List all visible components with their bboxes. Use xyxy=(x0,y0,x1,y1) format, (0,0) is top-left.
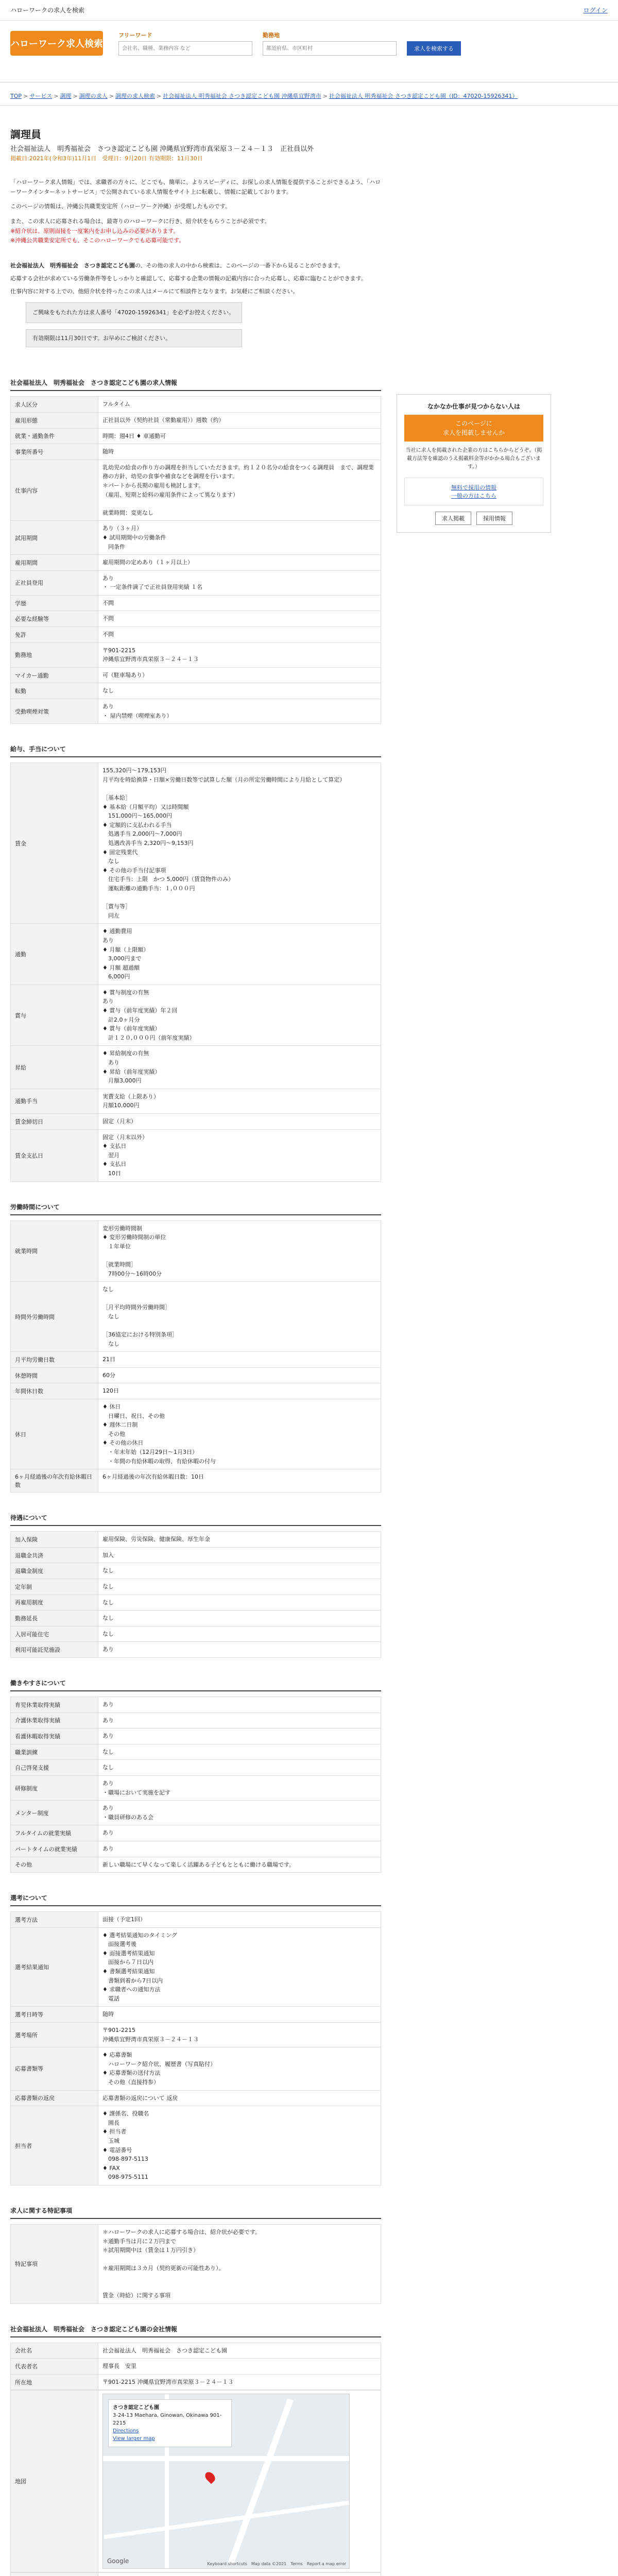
login-link[interactable]: ログイン xyxy=(583,7,608,14)
row-value: あり（３ヶ月） ♦ 試用期間中の労働条件 同条件 xyxy=(98,521,381,555)
row-key: 選考日時等 xyxy=(11,2007,98,2023)
row-key: 入居可能住宅 xyxy=(11,1626,98,1642)
job-title: 調理員 xyxy=(10,128,41,141)
row-value: 雇用保険、労災保険、健康保険、厚生年金 xyxy=(98,1532,381,1548)
table-row xyxy=(11,2374,381,2390)
company-table xyxy=(10,2343,381,2391)
row-key: 就業時間 xyxy=(11,1221,98,1282)
row-value: ♦ 賞与制度の有無 あり ♦ 賞与（前年度実績）年２回 計2.0ヶ月分 ♦ 賞与（前年度実績） 計１２０,０００円（前年度実績） xyxy=(98,985,381,1046)
row-key: 選考方法 xyxy=(11,1912,98,1928)
breadcrumb-item[interactable]: 社会福祉法人 明秀福祉会 さつき認定こども園 沖縄県宜野湾市 xyxy=(163,93,321,99)
row-key: 学歴 xyxy=(11,595,98,611)
breadcrumb-separator: > xyxy=(156,93,162,99)
row-key: 育児休業取得実績 xyxy=(11,1697,98,1713)
row-value: あり xyxy=(98,1728,381,1744)
site-logo[interactable]: ハローワーク求人検索 xyxy=(10,31,103,56)
row-key: 自己啓発支援 xyxy=(11,1760,98,1776)
table-row xyxy=(11,1282,381,1352)
area-label: 勤務地 xyxy=(263,32,280,39)
table-row xyxy=(11,2224,381,2303)
map-label: 地図 xyxy=(11,2391,98,2572)
row-key: 介護休業取得実績 xyxy=(11,1713,98,1728)
table-row xyxy=(11,1352,381,1368)
table-row xyxy=(11,1563,381,1579)
row-key: メンター制度 xyxy=(11,1801,98,1825)
row-key: 職業訓練 xyxy=(11,1744,98,1760)
table-row xyxy=(11,1611,381,1626)
row-key: 選考結果通知 xyxy=(11,1927,98,2007)
row-value: なし xyxy=(98,1626,381,1642)
row-value: 随時 xyxy=(98,444,381,460)
table-row xyxy=(11,397,381,413)
breadcrumb-separator: > xyxy=(23,93,28,99)
row-value: なし xyxy=(98,1595,381,1611)
table-row xyxy=(11,1927,381,2007)
sidebar xyxy=(397,394,551,2576)
row-key: その他 xyxy=(11,1857,98,1873)
table-row xyxy=(11,1841,381,1857)
row-value: ＊ハローワークの求人に応募する場合は、紹介状が必要です。 ＊通勤手当は月に２万円まで ＊試用期間中は（賃金は１万円引き） ＊雇用期間は３カ月（契約更新の可能性あり）。 賃金（時給）に関する事項 xyxy=(98,2224,381,2303)
breadcrumb-item[interactable]: 調理の求人 xyxy=(79,93,108,99)
table-row xyxy=(11,444,381,460)
row-value: なし xyxy=(98,1611,381,1626)
section-salary: 給与、手当について xyxy=(10,744,381,757)
table-row xyxy=(11,1912,381,1928)
row-value: ♦ 休日 日曜日、祝日、その他 ♦ 週休二日制 その他 ♦ その他の休日 ・年末年始（12月29日〜1月3日） ・年間の有給休暇の取得、有給休暇の付与 xyxy=(98,1399,381,1469)
row-value: なし xyxy=(98,1744,381,1760)
table-row xyxy=(11,2023,381,2047)
table-row xyxy=(11,699,381,724)
expiry-box: 有効期限は11月30日です。お早めにご検討ください。 xyxy=(26,329,242,348)
notice-p2: 応募する会社が求めている労働条件等をしっかりと確認して、応募する企業の情報の記載内容に合った応募し、応募に臨むことができます。 xyxy=(10,275,367,282)
row-value: ♦ 通勤費用 あり ♦ 月額（上限額） 3,000円まで ♦ 月額 超過額 6,000円 xyxy=(98,924,381,985)
row-key: 加入保険 xyxy=(11,1532,98,1548)
row-key: 雇用期間 xyxy=(11,555,98,571)
row-key: 賃金締切日 xyxy=(11,1114,98,1130)
row-value: あり xyxy=(98,1825,381,1841)
map-place-name: さつき認定こども園 xyxy=(113,2405,159,2411)
notice-p1: の、その他の求人の中から検索は、このページの一番下から見ることができます。 xyxy=(135,262,344,269)
table-row xyxy=(11,460,381,521)
row-key: 勤務地 xyxy=(11,642,98,667)
row-key: 正社員登用 xyxy=(11,570,98,595)
row-value: 〒901-2215 沖縄県宜野湾市真栄原３－２４－１３ xyxy=(98,2374,381,2390)
table-row xyxy=(11,1825,381,1841)
section-apply: 選考について xyxy=(10,1893,381,1906)
row-key: 退職金制度 xyxy=(11,1563,98,1579)
intro-p2: このページの情報は、沖縄公共職業安定所（ハローワーク沖縄）が受理したものです。 xyxy=(10,203,231,210)
table-row xyxy=(11,2090,381,2106)
table-row xyxy=(11,1046,381,1089)
breadcrumb-item[interactable]: 調理 xyxy=(60,93,72,99)
area-input[interactable] xyxy=(263,41,397,56)
breadcrumb-separator: > xyxy=(322,93,328,99)
table-row xyxy=(11,1383,381,1399)
table-row xyxy=(11,1547,381,1563)
table-row xyxy=(11,521,381,555)
row-value xyxy=(98,2573,381,2576)
row-value: 理事長 安里 xyxy=(98,2359,381,2375)
row-value: 社会福祉法人 明秀福祉会 さつき認定こども園 xyxy=(98,2343,381,2359)
row-value: 120日 xyxy=(98,1383,381,1399)
breadcrumb-item[interactable]: TOP xyxy=(10,93,22,99)
sidebar-highlight: このページに 求人を掲載しませんか xyxy=(404,415,543,442)
table-row xyxy=(11,595,381,611)
row-key: 応募書類等 xyxy=(11,2047,98,2090)
row-value: あり ・職場において実施を記す xyxy=(98,1775,381,1800)
table-row xyxy=(11,1760,381,1776)
row-key: 年間休日数 xyxy=(11,1383,98,1399)
special-table xyxy=(10,2224,381,2304)
section-workplace: 働きやすさについて xyxy=(10,1679,381,1691)
row-value: あり xyxy=(98,1713,381,1728)
hours-table xyxy=(10,1221,381,1493)
row-key: 転勤 xyxy=(11,683,98,699)
table-row xyxy=(11,1579,381,1595)
row-key: 就業・通勤条件 xyxy=(11,428,98,444)
row-value: 固定（月末） xyxy=(98,1114,381,1130)
search-button[interactable]: 求人を検索する xyxy=(407,41,461,56)
breadcrumb-separator: > xyxy=(54,93,59,99)
top-bar xyxy=(0,0,618,21)
table-row xyxy=(11,642,381,667)
row-key: 会社名 xyxy=(11,2343,98,2359)
row-key: 必要な経験等 xyxy=(11,611,98,627)
row-value: 〒901-2215 沖縄県宜野湾市真栄原３－２４－１３ xyxy=(98,2023,381,2047)
keyword-label: フリーワード xyxy=(118,32,152,39)
row-value: 正社員以外（契約社員（常勤雇用））週数（約） xyxy=(98,412,381,428)
row-value: なし xyxy=(98,1563,381,1579)
table-row xyxy=(11,1399,381,1469)
section-job-info: 社会福祉法人 明秀福祉会 さつき認定こども園の求人情報 xyxy=(10,378,381,391)
job-info-table xyxy=(10,396,381,724)
row-key: マイカー通勤 xyxy=(11,667,98,683)
row-key: 所在地 xyxy=(11,2374,98,2390)
breadcrumb xyxy=(0,82,618,106)
row-key: 利用可能託児施設 xyxy=(11,1642,98,1658)
row-value: 新しい職場にて早くなって楽しく活躍ある子どもとともに働ける職場です。 xyxy=(98,1857,381,1873)
row-value: 加入 xyxy=(98,1547,381,1563)
map-footer: Keyboard shortcuts Map data ©2021 Terms Report a map error xyxy=(207,2561,346,2566)
row-value: なし xyxy=(98,683,381,699)
row-key: 代表者名 xyxy=(11,2359,98,2375)
job-number-box: ご興味をもたれた方は求人番号「47020-15926341」を必ずお控えください。 xyxy=(26,302,242,323)
table-row xyxy=(11,1642,381,1658)
row-key: 賞与 xyxy=(11,985,98,1046)
intro-p5: ※沖縄公共職業安定所でも、そこのハローワークでも応募可能です。 xyxy=(10,237,185,244)
row-value: 随時 xyxy=(98,2007,381,2023)
table-row xyxy=(11,611,381,627)
breadcrumb-item[interactable]: 社会福祉法人 明秀福祉会 さつき認定こども園（ID：47020-15926341） xyxy=(329,93,518,99)
row-key: 試用期間 xyxy=(11,521,98,555)
keyword-input[interactable] xyxy=(118,41,252,56)
row-value: 雇用期間の定めあり（１ヶ月以上） xyxy=(98,555,381,571)
table-row xyxy=(11,2343,381,2359)
sidebar-post-job-button[interactable]: 求人掲載 xyxy=(435,512,471,525)
workplace-table xyxy=(10,1697,381,1873)
row-value: 不問 xyxy=(98,595,381,611)
breadcrumb-item[interactable]: サービス xyxy=(29,93,53,99)
row-value: 実費支給（上限あり） 月額10,000円 xyxy=(98,1089,381,1113)
row-key: 看護休暇取得実績 xyxy=(11,1728,98,1744)
row-key: 休日 xyxy=(11,1399,98,1469)
breadcrumb-separator: > xyxy=(73,93,78,99)
row-key: 研修制度 xyxy=(11,1775,98,1800)
row-key: 6ヶ月経過後の年次有給休暇日数 xyxy=(11,1469,98,1493)
breadcrumb-separator: > xyxy=(109,93,114,99)
table-row xyxy=(11,667,381,683)
row-key: 退職金共済 xyxy=(11,1547,98,1563)
table-row xyxy=(11,985,381,1046)
sidebar-text: 当社に求人を掲載された企業の方はこちらからどうぞ。（掲載方法等を確認のうえ掲載料金等がかかる場合もございます。） xyxy=(405,448,542,470)
main-content xyxy=(10,106,381,2576)
table-row xyxy=(11,1221,381,1282)
row-key: 雇用形態 xyxy=(11,412,98,428)
row-value: あり xyxy=(98,1642,381,1658)
row-value: あり xyxy=(98,1697,381,1713)
google-logo: Google xyxy=(107,2557,129,2565)
row-key: 特記事項 xyxy=(11,2224,98,2303)
sidebar-ad-box xyxy=(397,394,551,533)
row-key: 仕事内容 xyxy=(11,460,98,521)
row-value: 21日 xyxy=(98,1352,381,1368)
row-value: ♦ 選考結果通知のタイミング 面接選考後 ♦ 面接選考結果通知 面接から７日以内 ♦ 書類選考結果通知 書類到着から7日以内 ♦ 求職者への通知方法 電話 xyxy=(98,1927,381,2007)
table-row xyxy=(11,1367,381,1383)
map-place-address: 3-24-13 Maehara, Ginowan, Okinawa 901-2215 xyxy=(113,2413,222,2427)
table-row xyxy=(11,1595,381,1611)
site-header xyxy=(0,21,618,82)
company-table-2 xyxy=(10,2572,381,2576)
map-table xyxy=(10,2390,381,2572)
row-key: 休憩時間 xyxy=(11,1367,98,1383)
table-row xyxy=(11,2047,381,2090)
table-row xyxy=(11,1713,381,1728)
intro-p3: また、この求人に応募される場合は、最寄りのハローワークに行き、紹介状をもらうことが必須です。 xyxy=(10,218,270,225)
sidebar-sub-link[interactable]: 無料で採用の情報 一般の方はこちら xyxy=(451,484,496,499)
row-key: 賃金支払日 xyxy=(11,1129,98,1181)
row-value: 応募書類の返戻について 返戻 xyxy=(98,2090,381,2106)
table-row xyxy=(11,1129,381,1181)
row-key: 勤務延長 xyxy=(11,1611,98,1626)
table-row xyxy=(11,555,381,571)
row-key: 免許 xyxy=(11,627,98,643)
row-key: 求人区分 xyxy=(11,397,98,413)
map-larger-link[interactable]: View larger map xyxy=(113,2436,155,2442)
row-value: 可（駐車場あり） xyxy=(98,667,381,683)
section-company: 社会福祉法人 明秀福祉会 さつき認定こども園の会社情報 xyxy=(10,2325,381,2337)
row-value: あり ・職員研修のある会 xyxy=(98,1801,381,1825)
breadcrumb-item[interactable]: 調理の求人検索 xyxy=(115,93,155,99)
row-value: なし ［月平均時間外労働時間］ なし ［36協定における特別条項］ なし xyxy=(98,1282,381,1352)
row-value: 時間：週4日 ♦ 車通勤可 xyxy=(98,428,381,444)
row-key: 応募書類の返戻 xyxy=(11,2090,98,2106)
row-key: 賃金 xyxy=(11,763,98,924)
table-row xyxy=(11,2007,381,2023)
benefits-table xyxy=(10,1531,381,1658)
notice-p3: 仕事内容に対する上での、他紹介状を持ったこの求人はメールにて相談件となります。お気軽にご相談ください。 xyxy=(10,287,299,295)
row-value: 面接（予定1回） xyxy=(98,1912,381,1928)
row-value: あり ・ 屋内禁煙（喫煙室あり） xyxy=(98,699,381,724)
row-key: フルタイムの就業実績 xyxy=(11,1825,98,1841)
table-row xyxy=(11,2391,381,2572)
row-value: 6ヶ月経過後の年次有給休暇日数：10日 xyxy=(98,1469,381,1493)
table-row xyxy=(11,2359,381,2375)
row-value: 60分 xyxy=(98,1367,381,1383)
salary-table xyxy=(10,762,381,1181)
table-row xyxy=(11,1089,381,1113)
table-row xyxy=(11,1857,381,1873)
row-key: 再雇用制度 xyxy=(11,1595,98,1611)
apply-table xyxy=(10,1911,381,2185)
row-value: ♦ 昇給制度の有無 あり ♦ 昇給（前年度実績） 月額3,000円 xyxy=(98,1046,381,1089)
table-row xyxy=(11,412,381,428)
section-hours: 労働時間について xyxy=(10,1202,381,1215)
table-row xyxy=(11,683,381,699)
row-key: 受動喫煙対策 xyxy=(11,699,98,724)
table-row xyxy=(11,2106,381,2185)
table-row xyxy=(11,1801,381,1825)
table-row xyxy=(11,763,381,924)
row-key: パートタイムの就業実績 xyxy=(11,1841,98,1857)
row-value: 〒901-2215 沖縄県宜野湾市真栄原３－２４－１３ xyxy=(98,642,381,667)
map-place-card xyxy=(108,2399,232,2447)
google-map[interactable] xyxy=(102,2394,350,2569)
table-row xyxy=(11,428,381,444)
row-value: ♦ 応募書類 ハローワーク紹介状、履歴書（写真貼付） ♦ 応募書類の送付方法 その他（直接持参） xyxy=(98,2047,381,2090)
job-meta: 掲載日:2021年(令和3年)11月1日 受理日：9月20日 有効期限：11月30日 xyxy=(10,155,203,162)
notice-title: 社会福祉法人 明秀福祉会 さつき認定こども園 xyxy=(10,262,135,269)
sidebar-recruit-button[interactable]: 採用情報 xyxy=(476,512,512,525)
row-value: フルタイム xyxy=(98,397,381,413)
table-row xyxy=(11,627,381,643)
top-bar-title: ハローワークの求人を検索 xyxy=(10,7,85,14)
table-row xyxy=(11,1697,381,1713)
row-value: 乳幼児の給食の作り方の調理を担当していただきます。約１２０名分の給食をつくる調理員 まで、調理業務の方針、幼児の食事や補食などを調理を行います。 ＊パートから長期の雇用も検討します。 （雇用、短期と給料の雇用条件によって異なります） 就業時間：変更なし xyxy=(98,460,381,521)
section-special: 求人に関する特記事項 xyxy=(10,2206,381,2219)
intro-p1: 「ハローワーク求人情報」では、求職者の方々に、どこでも、簡単に、よりスピーディに、お探しの求人情報を提供することができるよう、「ハローワークインターネットサービス」で公開されている求人情報をサイト上に転載し、情報に記載しております。 xyxy=(10,179,381,195)
row-key: 事業所番号 xyxy=(11,444,98,460)
table-row xyxy=(11,1114,381,1130)
sidebar-question: なかなか仕事が見つからない人は xyxy=(427,403,520,410)
map-directions-link[interactable]: Directions xyxy=(113,2428,139,2434)
row-key: 通勤 xyxy=(11,924,98,985)
row-key: 選考場所 xyxy=(11,2023,98,2047)
notice xyxy=(10,261,381,347)
row-value: あり xyxy=(98,1841,381,1857)
table-row xyxy=(11,570,381,595)
search-form xyxy=(118,31,461,56)
row-value: 不問 xyxy=(98,627,381,643)
intro-p4: ※紹介状は、原則面接を一度案内をお申し込みの必要があります。 xyxy=(10,227,179,234)
map-pin-icon xyxy=(203,2470,217,2484)
job-company-line: 社会福祉法人 明秀福祉会 さつき認定こども園 沖縄県宜野湾市真栄原３－２４－１３ 正社員以外 xyxy=(10,145,314,153)
row-value: あり ・ 一定条件満了で正社員登用実績 １名 xyxy=(98,570,381,595)
row-value: 変形労働時間制 ♦ 変形労働時間制の単位 １年単位 ［就業時間］ 7時00分〜16時00分 xyxy=(98,1221,381,1282)
table-row xyxy=(11,1728,381,1744)
row-value: 155,320円〜179,153円 月平均を時給換算・日額×労働日数等で試算した額（月の所定労働時間により月給として算定） ［基本給］ ♦ 基本給（月額平均）又は時間額 151,000円〜165,000円 ♦ 定額的に支払われる手当 処遇手当 2,000円〜7,000円 処遇改善手当 2,320円〜9,153円 ♦ 固定残業代 なし ♦ その他の手当付記事項 住宅手当：上限 かつ 5,000円（賃貸物件のみ） 運転距離の通勤手当：１,０００円 ［賞与等］ 同左 xyxy=(98,763,381,924)
table-row xyxy=(11,1532,381,1548)
table-row xyxy=(11,1744,381,1760)
row-key: 担当者 xyxy=(11,2106,98,2185)
row-value: なし xyxy=(98,1579,381,1595)
row-value: 固定（月末以外） ♦ 支払日 翌月 ♦ 支払日 10日 xyxy=(98,1129,381,1181)
row-key xyxy=(11,2573,98,2576)
row-value: 不問 xyxy=(98,611,381,627)
table-row xyxy=(11,1775,381,1800)
row-value: ♦ 課係名、役職名 園長 ♦ 担当者 玉城 ♦ 電話番号 098-897-5113 ♦ FAX 098-975-5111 xyxy=(98,2106,381,2185)
row-key: 月平均労働日数 xyxy=(11,1352,98,1368)
table-row xyxy=(11,1469,381,1493)
row-key: 昇給 xyxy=(11,1046,98,1089)
row-key: 通勤手当 xyxy=(11,1089,98,1113)
row-key: 定年制 xyxy=(11,1579,98,1595)
row-value: なし xyxy=(98,1760,381,1776)
table-row xyxy=(11,924,381,985)
intro-text xyxy=(10,178,381,246)
table-row xyxy=(11,1626,381,1642)
table-row xyxy=(11,2573,381,2576)
section-benefits: 待遇について xyxy=(10,1513,381,1526)
row-key: 時間外労働時間 xyxy=(11,1282,98,1352)
